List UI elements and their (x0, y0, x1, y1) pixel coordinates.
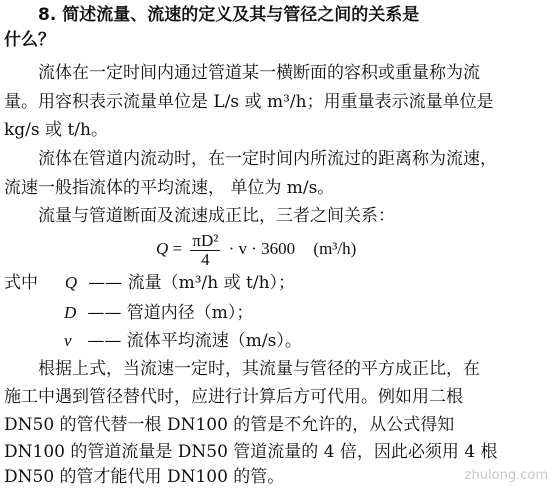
paragraph-4-line-5: DN50 的管才能代用 DN100 的管。 (4, 467, 285, 487)
formula-equals: = (172, 239, 183, 258)
question-title-line-1: 8. 简述流量、流速的定义及其与管径之间的关系是 (38, 5, 420, 25)
paragraph-1-line-2: 量。用容积表示流量单位是 L/s 或 m³/h；用重量表示流量单位是 (4, 92, 494, 112)
formula-denominator: 4 (201, 249, 210, 269)
formula-lhs: Q (156, 239, 169, 258)
definition-text: —— 流量（m³/h 或 t/h）； (88, 273, 296, 293)
paragraph-4-line-1: 根据上式，当流速一定时，其流量与管径的平方成正比，在 (38, 359, 480, 379)
paragraph-1-line-3: kg/s 或 t/h。 (4, 120, 108, 140)
definition-symbol: v (64, 331, 72, 350)
watermark: zhulong.com (464, 468, 548, 483)
definition-text: —— 管道内径（m）； (87, 303, 254, 323)
paragraph-2-line-1: 流体在管道内流动时，在一定时间内所流过的距离称为流速， (38, 149, 497, 169)
definitions-prefix: 式中 (4, 273, 38, 293)
definition-text: —— 流体平均流速（m/s）。 (87, 331, 302, 351)
paragraph-4-line-4: DN100 的管道流量是 DN50 管道流量的 4 倍，因此必须用 4 根 (4, 442, 498, 462)
definition-row-v (64, 330, 302, 352)
paragraph-3-line-1: 流量与管道断面及流速成正比，三者之间关系： (38, 206, 395, 226)
flow-formula (156, 229, 356, 269)
definition-row-q (4, 272, 295, 294)
formula-numerator: πD² (192, 230, 219, 250)
formula-rest: · v · 3600 (228, 239, 296, 258)
formula-fraction (190, 232, 220, 269)
question-title-line-2: 什么？ (4, 30, 55, 50)
paragraph-4-line-2: 施工中遇到管径替代时，应进行计算后方可代用。例如用二根 (4, 387, 463, 407)
formula-unit: (m³/h) (313, 239, 357, 258)
paragraph-1-line-1: 流体在一定时间内通过管道某一横断面的容积或重量称为流 (38, 63, 480, 83)
paragraph-4-line-3: DN50 的管代替一根 DN100 的管是不允许的，从公式得知 (4, 415, 455, 435)
definition-symbol: D (64, 303, 77, 322)
paragraph-2-line-2: 流速一般指流体的平均流速， 单位为 m/s。 (4, 178, 335, 198)
definition-row-d (64, 302, 253, 324)
definition-symbol: Q (64, 273, 78, 292)
